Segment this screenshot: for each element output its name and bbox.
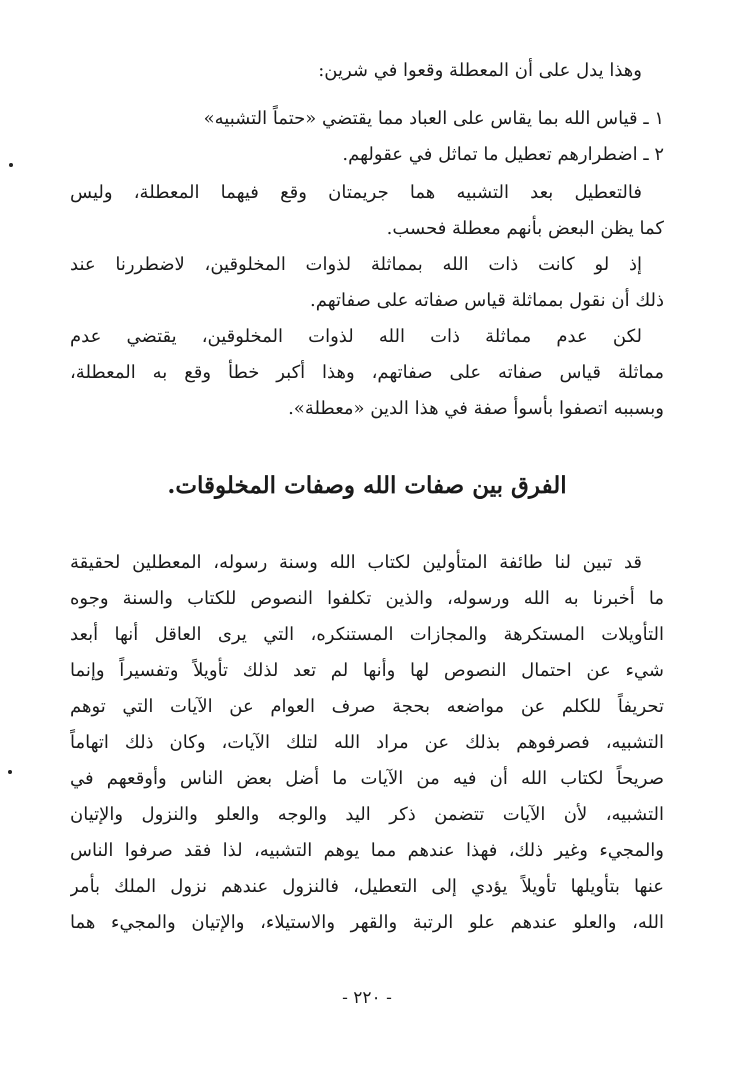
body-line-2: ما أخبرنا به الله ورسوله، والذين تكلفوا النصوص للكتاب والسنة وجوه (70, 588, 664, 609)
body-line-8: التشبيه، لأن الآيات تتضمن ذكر اليد والوجه والعلو والنزول والإتيان (70, 804, 664, 825)
para1-line1: فالتعطيل بعد التشبيه هما جريمتان وقع فيهما المعطلة، وليس (70, 182, 642, 203)
body-line-9: والمجيء وغير ذلك، فهذا عندهم مما يوهم التشبيه، لذا فقد صرفوا الناس (70, 840, 664, 861)
body-line-3: التأويلات المستكرهة والمجازات المستنكره، التي يرى العاقل أنها أبعد (70, 624, 664, 645)
section-heading: الفرق بين صفات الله وصفات المخلوقات. (167, 472, 567, 499)
body-line-4: شيء عن احتمال النصوص لها وأنها لم تعد لذلك تأويلاً وتفسيراً وإنما (70, 660, 664, 681)
body-line-6: التشبيه، فصرفوهم بذلك عن مراد الله لتلك الآيات، وكان ذلك اتهاماً (70, 732, 664, 753)
para1-line2: كما يظن البعض بأنهم معطلة فحسب. (386, 218, 664, 239)
para3-line2: مماثلة قياس صفاته على صفاتهم، وهذا أكبر خطأ وقع به المعطلة، (70, 362, 664, 383)
list-item-1: ١ ـ قياس الله بما يقاس على العباد مما يقتضي «حتماً التشبيه» (203, 108, 664, 129)
body-line-10: عنها بتأويلها تأويلاً يؤدي إلى التعطيل، فالنزول عندهم نزول الملك بأمر (70, 876, 664, 897)
body-line-1: قد تبين لنا طائفة المتأولين لكتاب الله وسنة رسوله، المعطلين لحقيقة (70, 552, 642, 573)
body-line-11: الله، والعلو عندهم علو الرتبة والقهر والاستيلاء، والإتيان والمجيء هما (70, 912, 664, 933)
margin-mark (9, 163, 13, 167)
list-item-2: ٢ ـ اضطرارهم تعطيل ما تماثل في عقولهم. (342, 144, 664, 165)
page-number: - ٢٢٠ - (342, 988, 392, 1008)
para2-line2: ذلك أن نقول بمماثلة قياس صفاته على صفاتهم. (310, 290, 664, 311)
body-line-7: صريحاً لكتاب الله أن فيه من الآيات ما أضل بعض الناس وأوقعهم في (70, 768, 664, 789)
para3-line1: لكن عدم مماثلة ذات الله لذوات المخلوقين، يقتضي عدم (70, 326, 642, 347)
para3-line3: وبسببه اتصفوا بأسوأ صفة في هذا الدين «معطلة». (288, 398, 664, 419)
margin-mark (8, 770, 12, 774)
intro-line: وهذا يدل على أن المعطلة وقعوا في شرين: (318, 60, 642, 81)
para2-line1: إذ لو كانت ذات الله بمماثلة لذوات المخلوقين، لاضطررنا عند (70, 254, 642, 275)
body-line-5: تحريفاً للكلم عن مواضعه بحجة صرف العوام عن الآيات التي توهم (70, 696, 664, 717)
